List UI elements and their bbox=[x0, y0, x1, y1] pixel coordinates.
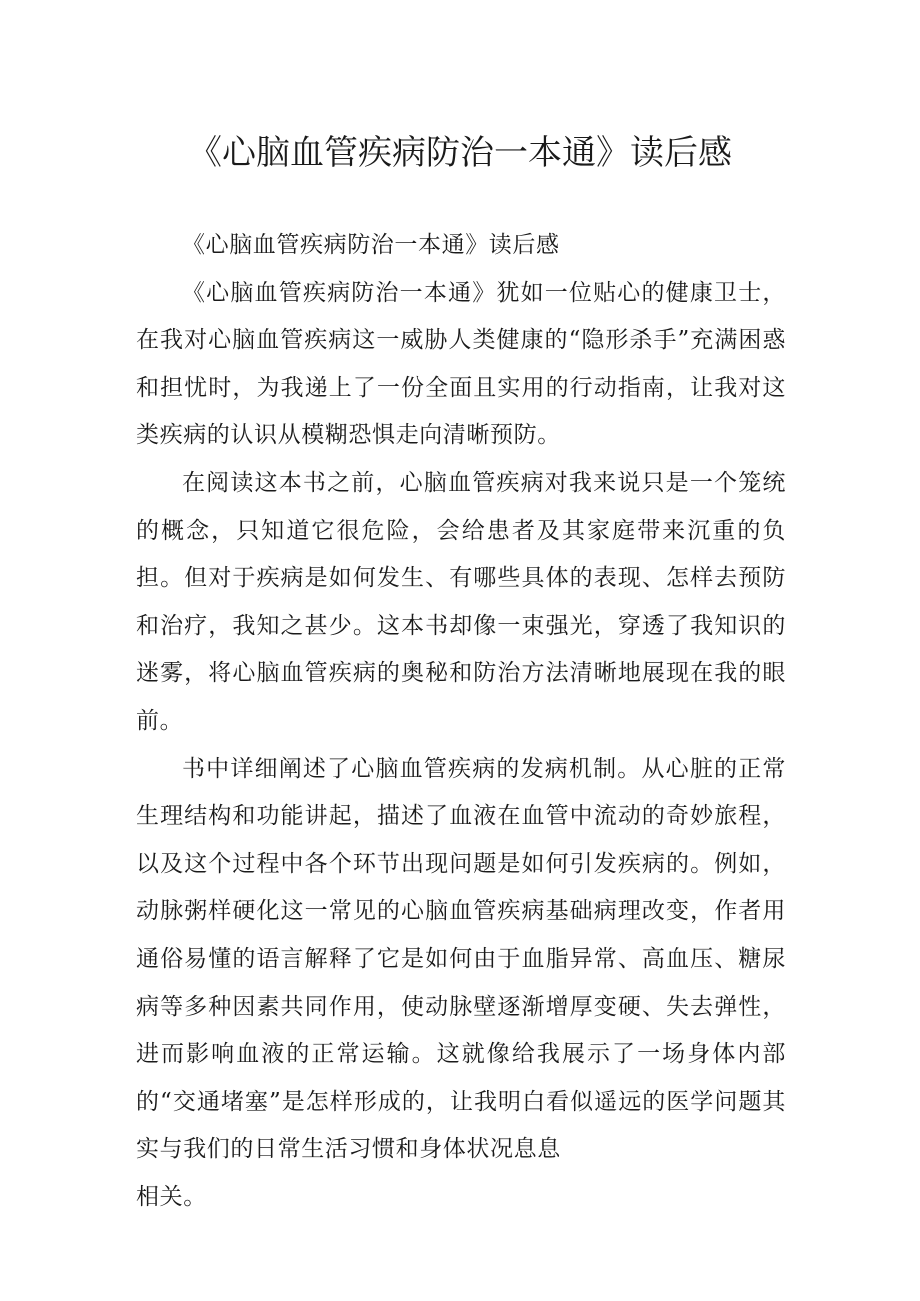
paragraph-before-reading: 在阅读这本书之前，心脑血管疾病对我来说只是一个笼统的概念，只知道它很危险，会给患者及其家庭带来沉重的负担。但对于疾病是如何发生、有哪些具体的表现、怎样去预防和治疗，我知之甚少。这本书却像一束强光，穿透了我知识的迷雾，将心脑血管疾病的奥秘和防治方法清晰地展现在我的眼前。 bbox=[136, 469, 786, 734]
document-title: 《心脑血管疾病防治一本通》读后感 bbox=[188, 133, 732, 173]
document-body bbox=[136, 222, 786, 1221]
paragraph-continuation: 相关。 bbox=[136, 1183, 207, 1210]
paragraph-mechanism: 书中详细阐述了心脑血管疾病的发病机制。从心脏的正常生理结构和功能讲起，描述了血液在血管中流动的奇妙旅程，以及这个过程中各个环节出现问题是如何引发疾病的。例如，动脉粥样硬化这一常见的心脑血管疾病基础病理改变，作者用通俗易懂的语言解释了它是如何由于血脂异常、高血压、糖尿病等多种因素共同作用，使动脉壁逐渐增厚变硬、失去弹性，进而影响血液的正常运输。这就像给我展示了一场身体内部的“交通堵塞”是怎样形成的，让我明白看似遥远的医学问题其实与我们的日常生活习惯和身体状况息息 bbox=[136, 755, 786, 1163]
paragraph-intro: 《心脑血管疾病防治一本通》犹如一位贴心的健康卫士，在我对心脑血管疾病这一威胁人类健康的“隐形杀手”充满困惑和担忧时，为我递上了一份全面且实用的行动指南，让我对这类疾病的认识从模糊恐惧走向清晰预防。 bbox=[136, 279, 786, 449]
paragraph-subtitle: 《心脑血管疾病防治一本通》读后感 bbox=[182, 232, 560, 258]
